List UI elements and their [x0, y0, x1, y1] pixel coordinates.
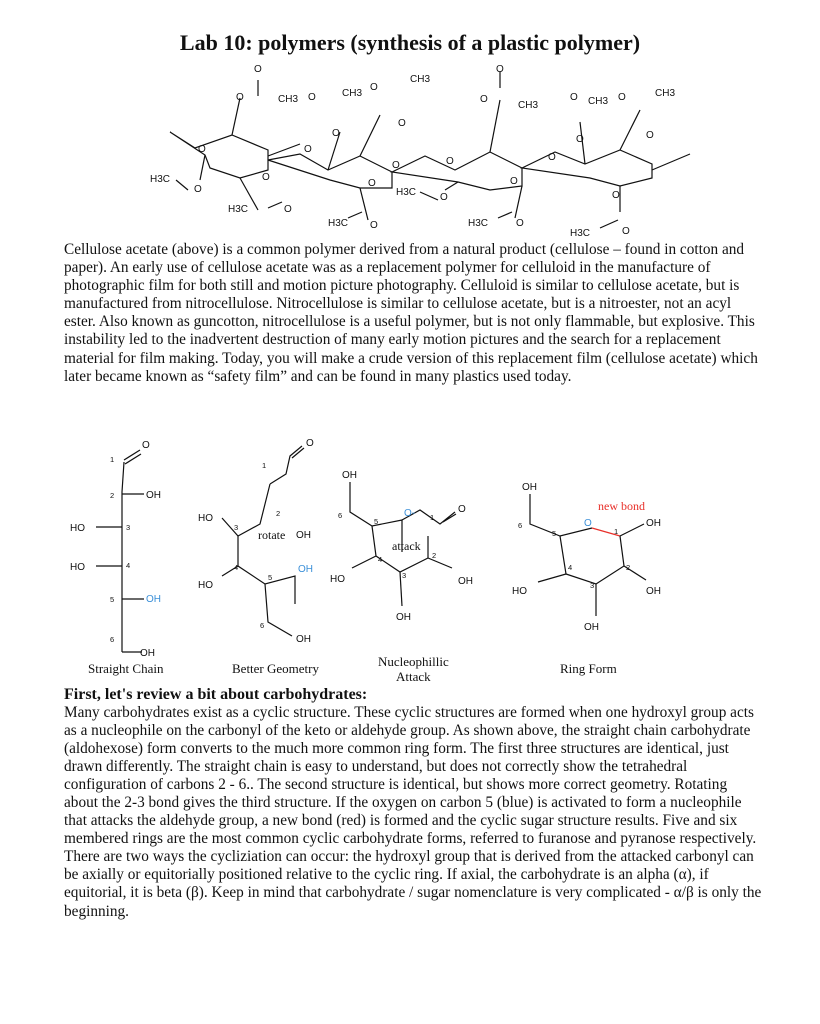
svg-text:O: O — [646, 130, 654, 141]
svg-text:O: O — [236, 92, 244, 103]
svg-text:O: O — [306, 438, 314, 449]
caption-nucleophilic-1: Nucleophillic — [378, 654, 449, 669]
svg-text:O: O — [446, 156, 454, 167]
svg-text:O: O — [370, 82, 378, 93]
svg-text:O: O — [370, 220, 378, 231]
svg-text:3: 3 — [590, 581, 595, 590]
svg-text:HO: HO — [330, 574, 345, 585]
svg-text:O: O — [142, 440, 150, 451]
svg-text:OH: OH — [146, 490, 161, 501]
svg-text:3: 3 — [234, 523, 239, 532]
svg-text:CH3: CH3 — [518, 100, 539, 111]
svg-text:H3C: H3C — [570, 228, 591, 239]
polymer-atom-labels — [150, 64, 675, 239]
svg-text:H3C: H3C — [396, 187, 417, 198]
svg-text:5: 5 — [110, 595, 115, 604]
svg-text:H3C: H3C — [150, 174, 171, 185]
svg-text:CH3: CH3 — [342, 88, 363, 99]
svg-text:5: 5 — [268, 573, 273, 582]
svg-text:O: O — [398, 118, 406, 129]
svg-text:O: O — [618, 92, 626, 103]
svg-text:H3C: H3C — [328, 218, 349, 229]
ring-form-structure — [512, 482, 661, 633]
svg-text:HO: HO — [70, 562, 85, 573]
svg-text:HO: HO — [198, 513, 213, 524]
svg-text:O: O — [194, 184, 202, 195]
rotate-annotation: rotate — [258, 528, 286, 542]
section-heading: First, let's review a bit about carbohydrates: — [64, 686, 368, 703]
svg-text:CH3: CH3 — [410, 74, 431, 85]
svg-text:O: O — [516, 218, 524, 229]
svg-text:OH: OH — [646, 586, 661, 597]
svg-text:O: O — [496, 64, 504, 75]
nucleophilic-attack-structure — [330, 470, 473, 623]
caption-straight-chain: Straight Chain — [88, 661, 164, 676]
svg-text:CH3: CH3 — [655, 88, 676, 99]
svg-text:O: O — [576, 134, 584, 145]
svg-text:4: 4 — [126, 561, 131, 570]
svg-text:6: 6 — [518, 521, 523, 530]
svg-text:H3C: H3C — [468, 218, 489, 229]
svg-text:1: 1 — [614, 527, 619, 536]
svg-text:3: 3 — [126, 523, 131, 532]
svg-text:OH: OH — [584, 622, 599, 633]
svg-text:O: O — [332, 128, 340, 139]
svg-text:1: 1 — [110, 455, 115, 464]
svg-text:4: 4 — [568, 563, 573, 572]
svg-text:2: 2 — [276, 509, 281, 518]
svg-text:HO: HO — [512, 586, 527, 597]
svg-text:OH: OH — [396, 612, 411, 623]
svg-text:OH: OH — [296, 634, 311, 645]
svg-text:O: O — [262, 172, 270, 183]
svg-text:OH: OH — [342, 470, 357, 481]
svg-text:2: 2 — [432, 551, 437, 560]
svg-text:O: O — [254, 64, 262, 75]
new-bond-annotation: new bond — [598, 499, 645, 513]
svg-text:OH: OH — [646, 518, 661, 529]
svg-text:O: O — [198, 144, 206, 155]
svg-text:OH: OH — [522, 482, 537, 493]
svg-text:5: 5 — [374, 517, 379, 526]
svg-text:O: O — [584, 518, 592, 529]
svg-text:OH: OH — [140, 648, 155, 659]
straight-chain-structure — [70, 440, 161, 659]
svg-text:OH: OH — [146, 594, 161, 605]
svg-text:O: O — [392, 160, 400, 171]
svg-text:O: O — [440, 192, 448, 203]
svg-text:O: O — [284, 204, 292, 215]
svg-text:1: 1 — [430, 513, 435, 522]
svg-text:CH3: CH3 — [588, 96, 609, 107]
svg-text:O: O — [458, 504, 466, 515]
svg-text:HO: HO — [70, 523, 85, 534]
svg-text:O: O — [548, 152, 556, 163]
svg-text:5: 5 — [552, 529, 557, 538]
svg-text:6: 6 — [338, 511, 343, 520]
svg-text:2: 2 — [626, 563, 631, 572]
svg-text:6: 6 — [110, 635, 115, 644]
svg-text:O-: O- — [404, 508, 416, 519]
svg-text:OH: OH — [458, 576, 473, 587]
intro-paragraph: Cellulose acetate (above) is a common polymer derived from a natural product (cellulose – found in cotton and paper). An early use of cellulose acetate was as a replacement polymer for celluloid in the manufacture of photographic film for both still and motion picture photography. Celluloid is similar to cellulose acetate, but is manufactured from nitrocellulose. Nitrocellulose is similar to cellulose acetate, but is a nitroester, not an acyl ester. Also known as guncotton, nitrocellulose is a useful polymer, but is not only flammable, but explosive. This instability led to the inadvertent destruction of many early motion pictures and the search for a replacement material for film making. Today, you will make a crude version of this replacement film (cellulose acetate) which later became known as “safety film” and can be found in many plastics used today. — [64, 241, 758, 385]
svg-text:6: 6 — [260, 621, 265, 630]
svg-text:4: 4 — [378, 555, 383, 564]
svg-text:2: 2 — [110, 491, 115, 500]
caption-better-geometry: Better Geometry — [232, 661, 319, 676]
svg-text:1: 1 — [262, 461, 267, 470]
svg-text:O: O — [480, 94, 488, 105]
carbohydrate-paragraph: Many carbohydrates exist as a cyclic structure. These cyclic structures are formed when one hydroxyl group acts as a nucleophile on the carbonyl of the keto or aldehyde group. As shown above, the straight chain carbohydrate (aldohexose) form converts to the much more common ring form. The first three structures are identical, just drawn differently. The straight chain is easy to understand, but does not correctly show the tetrahedral configuration of carbons 2 - 6.. The second structure is identical, but shows more correct geometry. Rotating about the 2-3 bond gives the third structure. If the oxygen on carbon 5 (blue) is activated to form a nucleophile that attacks the aldehyde group, a new bond (red) is formed and the cyclic sugar structure results. Five and six membered rings are the most common cyclic carbohydrate forms, referred to furanose and pyranose respectively. There are two ways the cycliziation can occur: the hydroxyl group that is derived from the attacked carbonyl can be axially or equitorially positioned relative to the cyclic ring. If axial, the carbohydrate is an alpha (α), if equitorial, it is beta (β). Keep in mind that carbohydrate / sugar nomenclature is very complicated - α/β is only the beginning. — [64, 704, 762, 920]
svg-text:O: O — [612, 190, 620, 201]
caption-nucleophilic-2: Attack — [396, 669, 431, 684]
svg-text:HO: HO — [198, 580, 213, 591]
svg-text:OH: OH — [296, 530, 311, 541]
svg-text:O: O — [510, 176, 518, 187]
better-geometry-structure — [198, 438, 314, 645]
svg-text:H3C: H3C — [228, 204, 249, 215]
page-title: Lab 10: polymers (synthesis of a plastic polymer) — [179, 30, 641, 55]
caption-ring-form: Ring Form — [560, 661, 617, 676]
svg-text:O: O — [304, 144, 312, 155]
cellulose-acetate-structure — [0, 60, 820, 240]
svg-text:O: O — [368, 178, 376, 189]
attack-annotation: attack — [392, 539, 421, 553]
svg-text:O: O — [622, 226, 630, 237]
svg-text:CH3: CH3 — [278, 94, 299, 105]
svg-text:OH: OH — [298, 564, 313, 575]
svg-text:4: 4 — [234, 563, 239, 572]
svg-text:3: 3 — [402, 571, 407, 580]
svg-text:O: O — [308, 92, 316, 103]
svg-text:O: O — [570, 92, 578, 103]
carbohydrate-cyclization-figure — [0, 436, 820, 686]
